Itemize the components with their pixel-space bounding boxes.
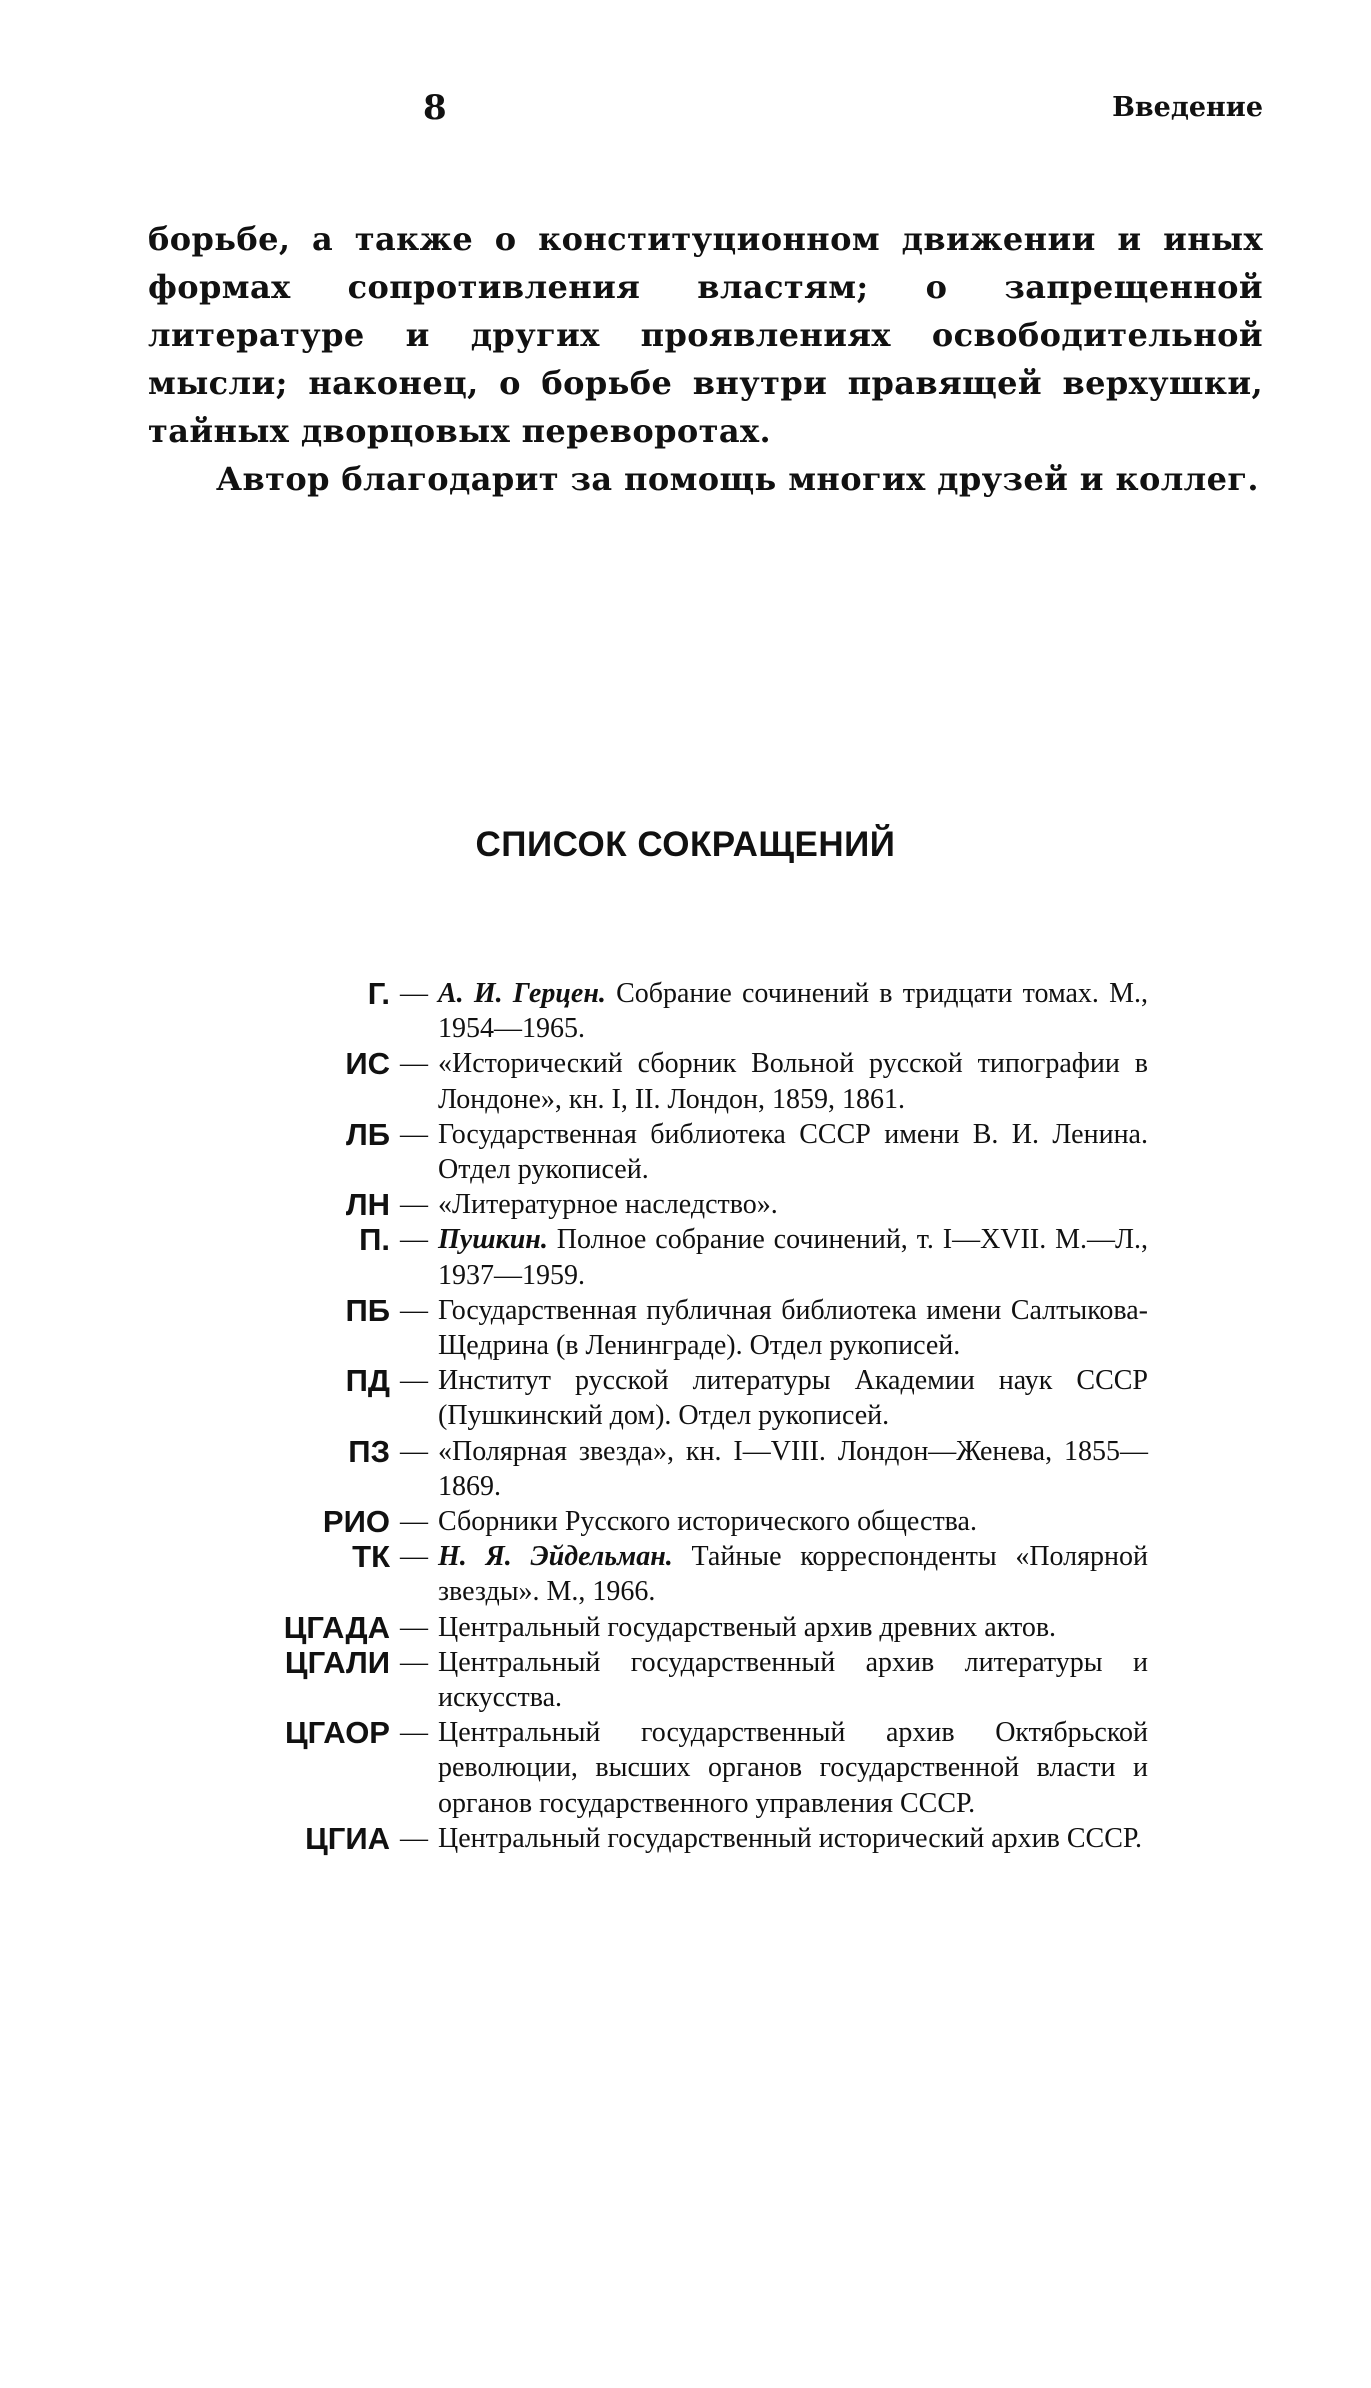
running-head [148,88,1263,138]
abbreviation-description: «Полярная звезда», кн. I—VIII. Лондон—Женева, 1855—1869. [438,1435,1148,1502]
dash: — [400,1717,428,1749]
abbreviation: ЦГИА [305,1820,390,1856]
description-text: Тайные корреспонденты «Полярной звезды». М., 1966. [438,1541,1149,1608]
dash: — [400,1822,428,1854]
dash: — [400,1224,428,1256]
abbreviation: ЦГАДА [283,1609,390,1645]
description-text: Собрание сочинений в тридцати томах. М., 1954—1965. [438,978,1148,1045]
abbreviation-description [438,1222,1148,1292]
abbreviation: П. [359,1222,390,1258]
section-title: Введение [1112,92,1263,123]
abbreviation-description [438,976,1148,1046]
dash: — [400,1646,428,1678]
dash: — [400,978,428,1009]
abbreviation: ЦГАОР [284,1715,390,1751]
abbreviation-entry [148,1363,1263,1433]
abbreviation-description [438,1539,1148,1609]
abbreviation-entry [148,1434,1263,1504]
dash: — [400,1506,428,1538]
intro-text [148,215,1263,503]
abbreviation: ЛБ [345,1116,390,1152]
dash: — [400,1365,428,1397]
abbreviation: РИО [322,1504,390,1540]
intro-paragraph: борьбе, а также о конституционном движении и иных формах сопротивления властям; о запрещенной литературе и других проявлениях освободительной мысли; наконец, о борьбе внутри правящей верхушки, тайных дворцовых переворотах. [148,220,1263,450]
abbreviation-description: Центральный государственный исторический архив СССР. [438,1822,1142,1854]
abbreviation-description: Центральный государственный архив Октябрьской революции, высших органов государственной власти и органов государственного управления СССР. [438,1717,1148,1819]
abbreviation-description: Центральный государственый архив древних актов. [438,1611,1057,1643]
dash: — [400,1541,428,1573]
abbreviation-description: «Исторический сборник Вольной русской типографии в Лондоне», кн. I, II. Лондон, 1859, 1861. [438,1048,1148,1115]
abbreviation-description: «Литературное наследство». [438,1189,778,1221]
abbreviation-entry [148,1117,1263,1187]
dash: — [400,1189,428,1221]
abbreviation-description: Центральный государственный архив литературы и искусства. [438,1646,1148,1714]
abbreviation-description: Сборники Русского исторического общества. [438,1506,977,1538]
abbreviation-entry [148,1539,1263,1609]
description-text: Полное собрание сочинений, т. I—XVII. М.—Л., 1937—1959. [438,1224,1148,1291]
abbreviation-entry [148,1293,1263,1363]
abbreviation: ПЗ [348,1433,390,1469]
abbreviation-entry [148,1222,1263,1292]
dash: — [400,1435,428,1467]
acknowledgement-paragraph: Автор благодарит за помощь многих друзей и коллег. [216,460,1259,498]
abbreviation: ИС [345,1046,390,1082]
abbreviation: ПБ [345,1292,390,1328]
author-name: Н. Я. Эйдельман. [438,1541,673,1573]
abbreviation-description: Государственная публичная библиотека имени Салтыкова-Щедрина (в Ленинграде). Отдел рукописей. [438,1294,1148,1362]
page-number: 8 [423,88,447,128]
author-name: Пушкин. [438,1224,548,1256]
author-name: А. И. Герцен. [438,978,606,1009]
dash: — [400,1048,428,1080]
abbreviation-entry [148,976,1263,1046]
dash: — [400,1294,428,1326]
abbreviation-entry [148,1821,1263,1856]
abbreviations-list [148,976,1263,1856]
abbreviation-description: Институт русской литературы Академии наук СССР (Пушкинский дом). Отдел рукописей. [438,1365,1148,1432]
abbreviation: ТК [352,1539,390,1575]
abbreviation: ЦГАЛИ [284,1644,390,1680]
abbreviation-entry [148,1187,1263,1222]
abbreviation-entry [148,1046,1263,1116]
abbreviations-title: СПИСОК СОКРАЩЕНИЙ [475,825,896,864]
dash: — [400,1118,428,1150]
abbreviation: ЛН [345,1187,390,1223]
abbreviation: ПД [345,1363,390,1399]
dash: — [400,1611,428,1643]
abbreviation-description: Государственная библиотека СССР имени В. И. Ленина. Отдел рукописей. [438,1118,1148,1186]
abbreviation-entry [148,1715,1263,1821]
abbreviation-entry [148,1504,1263,1539]
abbreviation-entry [148,1610,1263,1645]
abbreviation-entry [148,1645,1263,1715]
abbreviation: Г. [367,976,390,1011]
